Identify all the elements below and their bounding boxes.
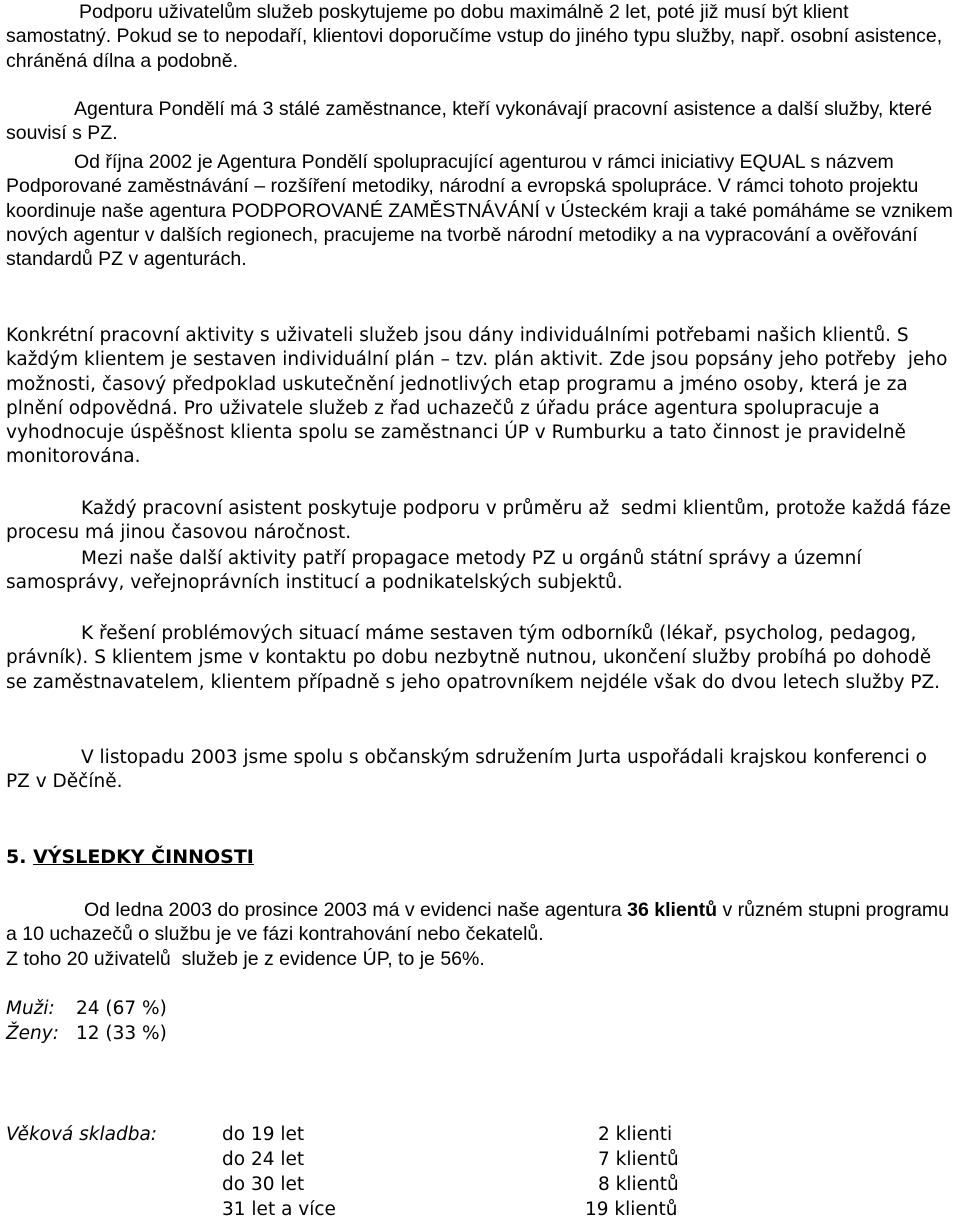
paragraph-staff: Agentura Pondělí má 3 stálé zaměstnance, kteří vykonávají pracovní asistence a další služby, které souvisí s PZ. bbox=[6, 98, 933, 145]
age-row bbox=[6, 1197, 956, 1222]
section-number: 5. bbox=[6, 846, 27, 868]
paragraph-support-duration: Podporu uživatelům služeb poskytujeme po dobu maximálně 2 let, poté již musí být klient samostatný. Pokud se to nepodaří, klientovi doporučíme vstup do jiného typu služby, např. osobní asistence, chráněná dílna a podobně. bbox=[6, 1, 943, 72]
age-count: 19 klientů bbox=[585, 1199, 678, 1220]
age-range: do 24 let bbox=[222, 1149, 305, 1170]
paragraph-results-up: Z toho 20 uživatelů služeb je z evidence ÚP, to je 56%. bbox=[6, 948, 485, 970]
clients-count: 36 klientů bbox=[627, 899, 718, 921]
section-title: VÝSLEDKY ČINNOSTI bbox=[33, 846, 254, 868]
paragraph-assistant: Každý pracovní asistent poskytuje podporu v průměru až sedmi klientům, protože každá fáze procesu má jinou časovou náročnost. bbox=[6, 498, 957, 544]
paragraph-activities: Konkrétní pracovní aktivity s uživateli služeb jsou dány individuálními potřebami našich klientů. S každým klientem je sestaven individuální plán – tzv. plán aktivit. Zde jsou popsány jeho potřeby jeho možnosti, časový předpoklad uskutečnění jednotlivých etap programu a jméno osoby, která je za plnění odpovědná. Pro uživatele služeb z řad uchazečů z úřadu práce agentura spolupracuje a vyhodnocuje úspěšnost klienta spolu se zaměstnanci ÚP v Rumburku a tato činnost je pravidelně monitorována. bbox=[6, 325, 954, 468]
age-row bbox=[6, 1147, 956, 1172]
age-count: 8 klientů bbox=[598, 1174, 679, 1195]
age-range: do 30 let bbox=[222, 1174, 305, 1195]
women-value: 12 (33 %) bbox=[76, 1023, 167, 1044]
age-range: 31 let a více bbox=[222, 1199, 336, 1220]
age-structure bbox=[6, 1122, 956, 1222]
paragraph-promotion: Mezi naše další aktivity patří propagace metody PZ u orgánů státní správy a územní samosprávy, veřejnoprávních institucí a podnikatelských subjektů. bbox=[6, 548, 868, 594]
men-value: 24 (67 %) bbox=[76, 998, 167, 1019]
gender-stats bbox=[6, 996, 956, 1046]
age-row bbox=[6, 1122, 956, 1147]
gender-row-men bbox=[6, 996, 956, 1021]
men-label: Muži: bbox=[6, 998, 55, 1019]
paragraph-results: Od ledna 2003 do prosince 2003 má v evidenci naše agentura 36 klientů v různém stupni programu a 10 uchazečů o službu je ve fázi kontrahování nebo čekatelů. bbox=[6, 899, 955, 946]
age-row bbox=[6, 1172, 956, 1197]
age-label: Věková skladba: bbox=[6, 1124, 158, 1145]
age-count: 7 klientů bbox=[598, 1149, 679, 1170]
age-count: 2 klienti bbox=[598, 1124, 673, 1145]
paragraph-equal: Od října 2002 je Agentura Pondělí spolupracující agenturou v rámci iniciativy EQUAL s názvem Podporované zaměstnávání – rozšíření metodiky, národní a evropská spolupráce. V rámci tohoto projektu koordinuje naše agentura PODPOROVANÉ ZAMĚSTNÁVÁNÍ v Ústeckém kraji a také pomáháme se vznikem nových agentur v dalších regionech, pracujeme na tvorbě národní metodiky a na vypracování a ověřování standardů PZ v agenturách. bbox=[6, 151, 959, 271]
paragraph-conference: V listopadu 2003 jsme spolu s občanským sdružením Jurta uspořádali krajskou konferenci o PZ v Děčíně. bbox=[6, 747, 933, 793]
section-heading bbox=[6, 846, 254, 868]
paragraph-experts: K řešení problémových situací máme sestaven tým odborníků (lékař, psycholog, pedagog, právník). S klientem jsme v kontaktu po dobu nezbytně nutnou, ukončení služby probíhá po dohodě se zaměstnavatelem, klientem případně s jeho opatrovníkem nejdéle však do dvou letech služby PZ. bbox=[6, 623, 941, 693]
women-label: Ženy: bbox=[6, 1023, 59, 1044]
gender-row-women bbox=[6, 1021, 956, 1046]
age-range: do 19 let bbox=[222, 1124, 305, 1145]
